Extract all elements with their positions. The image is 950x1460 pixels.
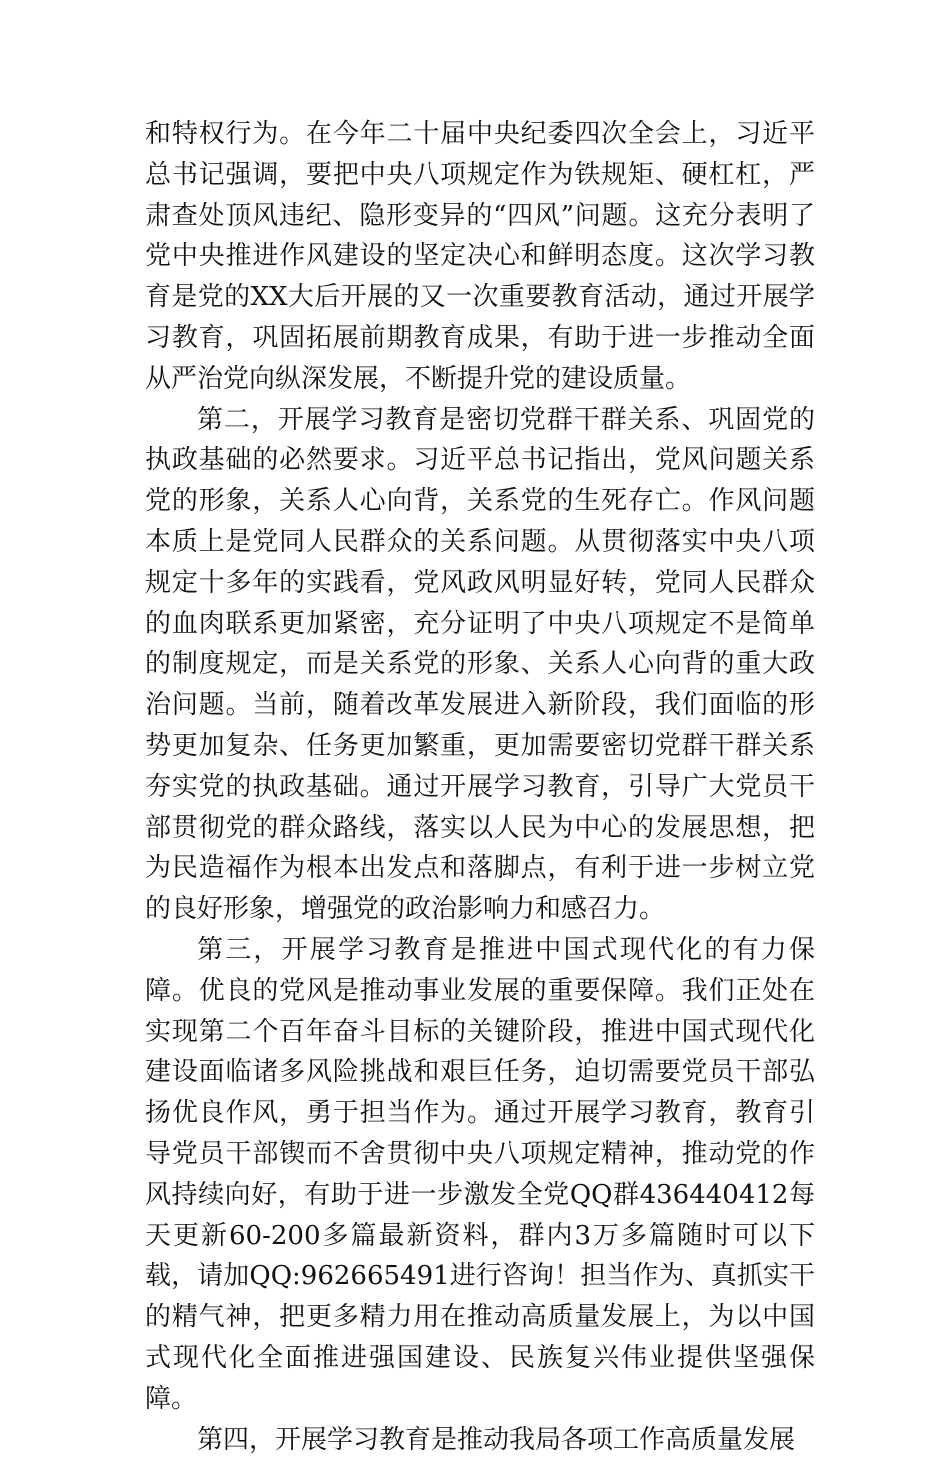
paragraph-3: 第三，开展学习教育是推进中国式现代化的有力保障。优良的党风是推动事业发展的重要保障。我们正处在实现第二个百年奋斗目标的关键阶段，推进中国式现代化建设面临诸多风险挑战和艰巨任务，迫切需要党员干部弘扬优良作风，勇于担当作为。通过开展学习教育，教育引导党员干部锲而不舍贯彻中央八项规定精神，推动党的作风持续向好，有助于进一步激发全党QQ群436440412每天更新60-200多篇最新资料，群内3万多篇随时可以下载，请加QQ:962665491进行咨询！担当作为、真抓实干的精气神，把更多精力用在推动高质量发展上，为以中国式现代化全面推进强国建设、民族复兴伟业提供坚强保障。	[145, 930, 815, 1420]
body-text	[145, 114, 815, 1460]
paragraph-4: 第四，开展学习教育是推动我局各项工作高质量发展	[145, 1420, 815, 1460]
paragraph-2: 第二，开展学习教育是密切党群干群关系、巩固党的执政基础的必然要求。习近平总书记指出，党风问题关系党的形象，关系人心向背，关系党的生死存亡。作风问题本质上是党同人民群众的关系问题。从贯彻落实中央八项规定十多年的实践看，党风政风明显好转，党同人民群众的血肉联系更加紧密，充分证明了中央八项规定不是简单的制度规定，而是关系党的形象、关系人心向背的重大政治问题。当前，随着改革发展进入新阶段，我们面临的形势更加复杂、任务更加繁重，更加需要密切党群干群关系夯实党的执政基础。通过开展学习教育，引导广大党员干部贯彻党的群众路线，落实以人民为中心的发展思想，把为民造福作为根本出发点和落脚点，有利于进一步树立党的良好形象，增强党的政治影响力和感召力。	[145, 400, 815, 930]
paragraph-1: 和特权行为。在今年二十届中央纪委四次全会上，习近平总书记强调，要把中央八项规定作为铁规矩、硬杠杠，严肃查处顶风违纪、隐形变异的“四风”问题。这充分表明了党中央推进作风建设的坚定决心和鲜明态度。这次学习教育是党的XX大后开展的又一次重要教育活动，通过开展学习教育，巩固拓展前期教育成果，有助于进一步推动全面从严治党向纵深发展，不断提升党的建设质量。	[145, 114, 815, 400]
